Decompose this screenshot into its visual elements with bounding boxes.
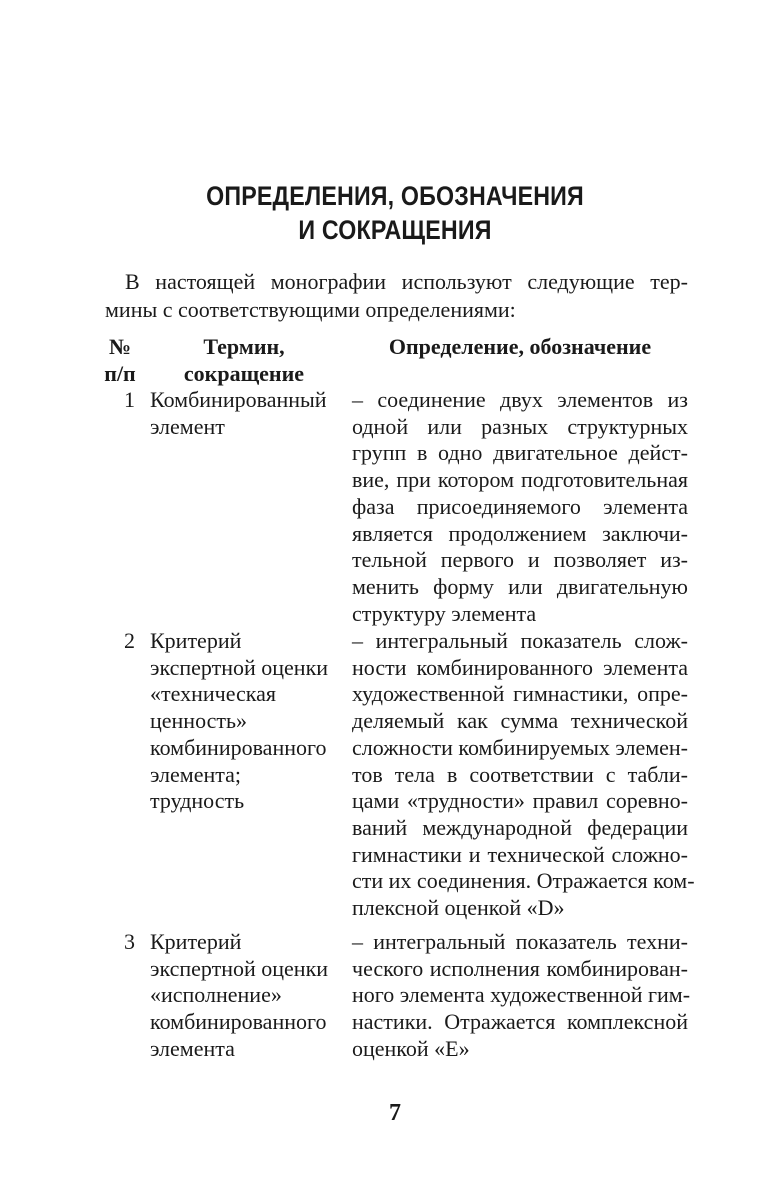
definition-line: – соединение двух элементов из	[352, 387, 688, 412]
definition-line: деляемый как сумма технической	[352, 708, 688, 734]
definition-line: ности комбинированного элемента	[352, 654, 688, 680]
row-number: 2	[124, 628, 135, 653]
definition-line: тельной первого и позволяет из-	[352, 547, 688, 573]
definition-line: плексной оценкой «D»	[352, 895, 565, 921]
row-number: 3	[124, 929, 135, 954]
definition-line: цами «трудности» правил соревно-	[352, 788, 688, 814]
header-number	[98, 333, 142, 387]
definition-line: структуру элемента	[352, 600, 537, 626]
intro-paragraph	[105, 268, 688, 324]
definition-line: тов тела в соответствии с табли-	[352, 761, 688, 787]
term-line: элемента	[150, 1035, 235, 1061]
intro-line-1: В настоящей монографии используют следующие тер-	[125, 269, 688, 294]
definition-line: гимнастики и технической сложно-	[352, 841, 688, 867]
definition-line: – интегральный показатель техни-	[352, 929, 688, 954]
row-definition	[352, 628, 695, 922]
definition-line: фаза присоединяемого элемента	[352, 493, 688, 519]
term-line: «техническая	[150, 681, 277, 707]
header-term-line-2: сокращение	[183, 361, 305, 386]
definition-line: менить форму или двигательную	[352, 573, 688, 599]
definition-line: вие, при котором подготовительная	[352, 467, 688, 493]
row-term	[150, 387, 345, 440]
term-line: «исполнение»	[150, 982, 282, 1008]
term-line: комбинированного	[150, 1009, 327, 1035]
page-title	[55, 179, 734, 247]
row-term	[150, 628, 345, 815]
intro-line-2: мины с соответствующими определениями:	[105, 297, 516, 322]
definition-line: сложности комбинируемых элемен-	[352, 734, 688, 760]
term-line: ценность»	[150, 708, 248, 734]
term-line: Критерий	[150, 929, 242, 954]
row-definition	[352, 387, 688, 627]
definition-line: оценкой «E»	[352, 1035, 470, 1061]
term-line: экспертной оценки	[150, 955, 329, 981]
page-number: 7	[389, 1100, 401, 1126]
header-number-line-1: №	[108, 334, 132, 359]
definition-line: групп в одно двигательное дейст-	[352, 440, 688, 466]
term-line: элемента;	[150, 761, 242, 787]
definition-line: ваний международной федерации	[352, 814, 688, 840]
term-line: Комбинированный	[150, 387, 327, 412]
title-line-1: ОПРЕДЕЛЕНИЯ, ОБОЗНАЧЕНИЯ	[206, 181, 584, 211]
definition-line: – интегральный показатель слож-	[352, 628, 688, 653]
term-line: трудность	[150, 788, 245, 814]
definition-line: ного элемента художественной гим-	[352, 982, 691, 1008]
header-definition-text: Определение, обозначение	[388, 334, 652, 359]
definition-line: является продолжением заключи-	[352, 520, 688, 546]
definition-line: сти их соединения. Отражается ком-	[352, 868, 695, 894]
definition-line: художественной гимнастики, опре-	[352, 681, 688, 707]
row-number: 1	[124, 387, 135, 412]
term-line: элемент	[150, 413, 225, 439]
term-line: Критерий	[150, 628, 242, 653]
definition-line: настики. Отражается комплексной	[352, 1009, 688, 1035]
term-line: комбинированного	[150, 734, 327, 760]
title-line-2: И СОКРАЩЕНИЯ	[298, 215, 492, 245]
header-definition	[352, 333, 688, 360]
header-number-line-2: п/п	[104, 361, 136, 386]
row-definition	[352, 929, 691, 1063]
header-term-line-1: Термин,	[203, 334, 285, 359]
definition-line: одной или разных структурных	[352, 413, 688, 439]
term-line: экспертной оценки	[150, 654, 329, 680]
row-term	[150, 929, 345, 1063]
definition-line: ческого исполнения комбинирован-	[352, 955, 688, 981]
header-term	[150, 333, 338, 387]
